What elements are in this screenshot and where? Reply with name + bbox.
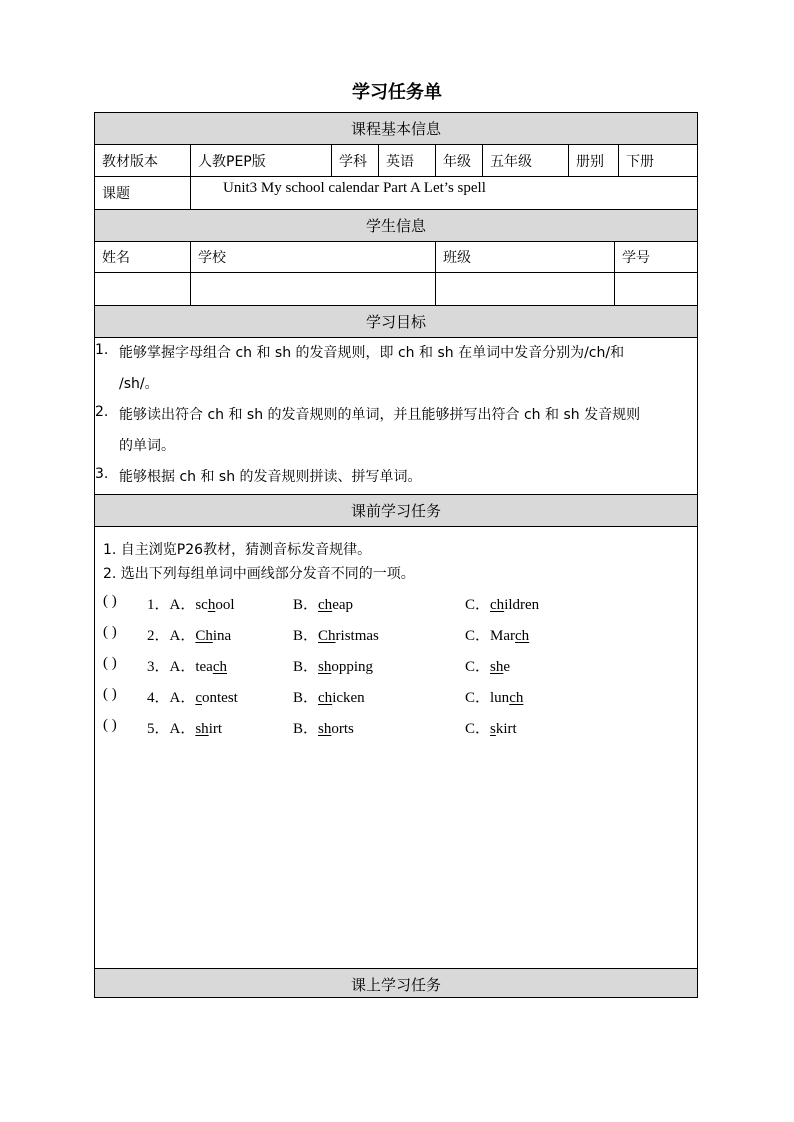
pre-task-1: 1. 自主浏览P26教材，猜测音标发音规律。 <box>103 542 372 558</box>
question-item <box>103 717 663 737</box>
student-id-field[interactable] <box>614 273 697 305</box>
answer-bracket[interactable]: ( ) <box>103 593 117 609</box>
pre-class-body <box>95 527 697 969</box>
option-c: C．March <box>465 628 530 644</box>
grade-value: 五年级 <box>482 145 568 176</box>
answer-bracket[interactable]: ( ) <box>103 655 117 671</box>
student-info-header: 学生信息 <box>95 210 697 242</box>
question-item <box>103 624 663 644</box>
option-b: B．shorts <box>293 721 354 737</box>
goals-body: 1. 能够掌握字母组合 ch 和 sh 的发音规则，即 ch 和 sh 在单词中发音分别为/ch/和 /sh/。 2. 能够读出符合 ch 和 sh 的发音规则的单词，并且能够拼写出符合 ch 和 sh 发音规则 的单词。 3. 能够根据 ch 和 sh 的发音规则拼读、拼写单词。 <box>95 338 697 495</box>
textbook-value: 人教PEP版 <box>190 145 331 176</box>
school-label: 学校 <box>190 242 435 272</box>
name-label: 姓名 <box>102 250 130 266</box>
topic-value: Unit3 My school calendar Part A Let’s spell <box>190 177 697 209</box>
option-b: B．cheap <box>293 597 354 613</box>
option-b: B．Christmas <box>293 628 379 644</box>
option-c: C．she <box>465 659 511 675</box>
goals-header: 学习目标 <box>95 306 697 338</box>
page-title: 学习任务单 <box>352 82 442 103</box>
student-blank-row <box>95 273 697 306</box>
option-c: C．lunch <box>465 690 524 706</box>
student-id-label: 学号 <box>614 242 697 272</box>
in-class-header: 课上学习任务 <box>95 969 697 997</box>
student-label-row <box>95 242 697 273</box>
pre-class-header: 课前学习任务 <box>95 495 697 527</box>
question-item <box>103 655 663 675</box>
answer-bracket[interactable]: ( ) <box>103 624 117 640</box>
name-field[interactable] <box>95 273 190 305</box>
option-c: C．skirt <box>465 721 517 737</box>
answer-bracket[interactable]: ( ) <box>103 686 117 702</box>
option-c: C．children <box>465 597 540 613</box>
school-field[interactable] <box>190 273 435 305</box>
topic-label: 课题 <box>102 186 130 202</box>
option-a: 5．A．shirt <box>147 721 223 737</box>
course-info-row <box>95 145 697 177</box>
topic-row <box>95 177 697 210</box>
class-field[interactable] <box>435 273 614 305</box>
option-a: 4．A．contest <box>147 690 238 706</box>
option-a: 1．A．school <box>147 597 235 613</box>
task-sheet-table <box>94 112 698 998</box>
volume-label: 册别 <box>568 145 618 176</box>
volume-value: 下册 <box>618 145 697 176</box>
option-b: B．shopping <box>293 659 374 675</box>
subject-label: 学科 <box>331 145 378 176</box>
answer-bracket[interactable]: ( ) <box>103 717 117 733</box>
course-info-header: 课程基本信息 <box>95 113 697 145</box>
option-a: 2．A．China <box>147 628 232 644</box>
textbook-label: 教材版本 <box>102 153 158 170</box>
option-a: 3．A．teach <box>147 659 227 675</box>
class-label: 班级 <box>435 242 614 272</box>
question-item <box>103 593 663 613</box>
question-item <box>103 686 663 706</box>
subject-value: 英语 <box>378 145 435 176</box>
pre-task-2: 2. 选出下列每组单词中画线部分发音不同的一项。 <box>103 566 415 582</box>
option-b: B．chicken <box>293 690 365 706</box>
grade-label: 年级 <box>435 145 482 176</box>
